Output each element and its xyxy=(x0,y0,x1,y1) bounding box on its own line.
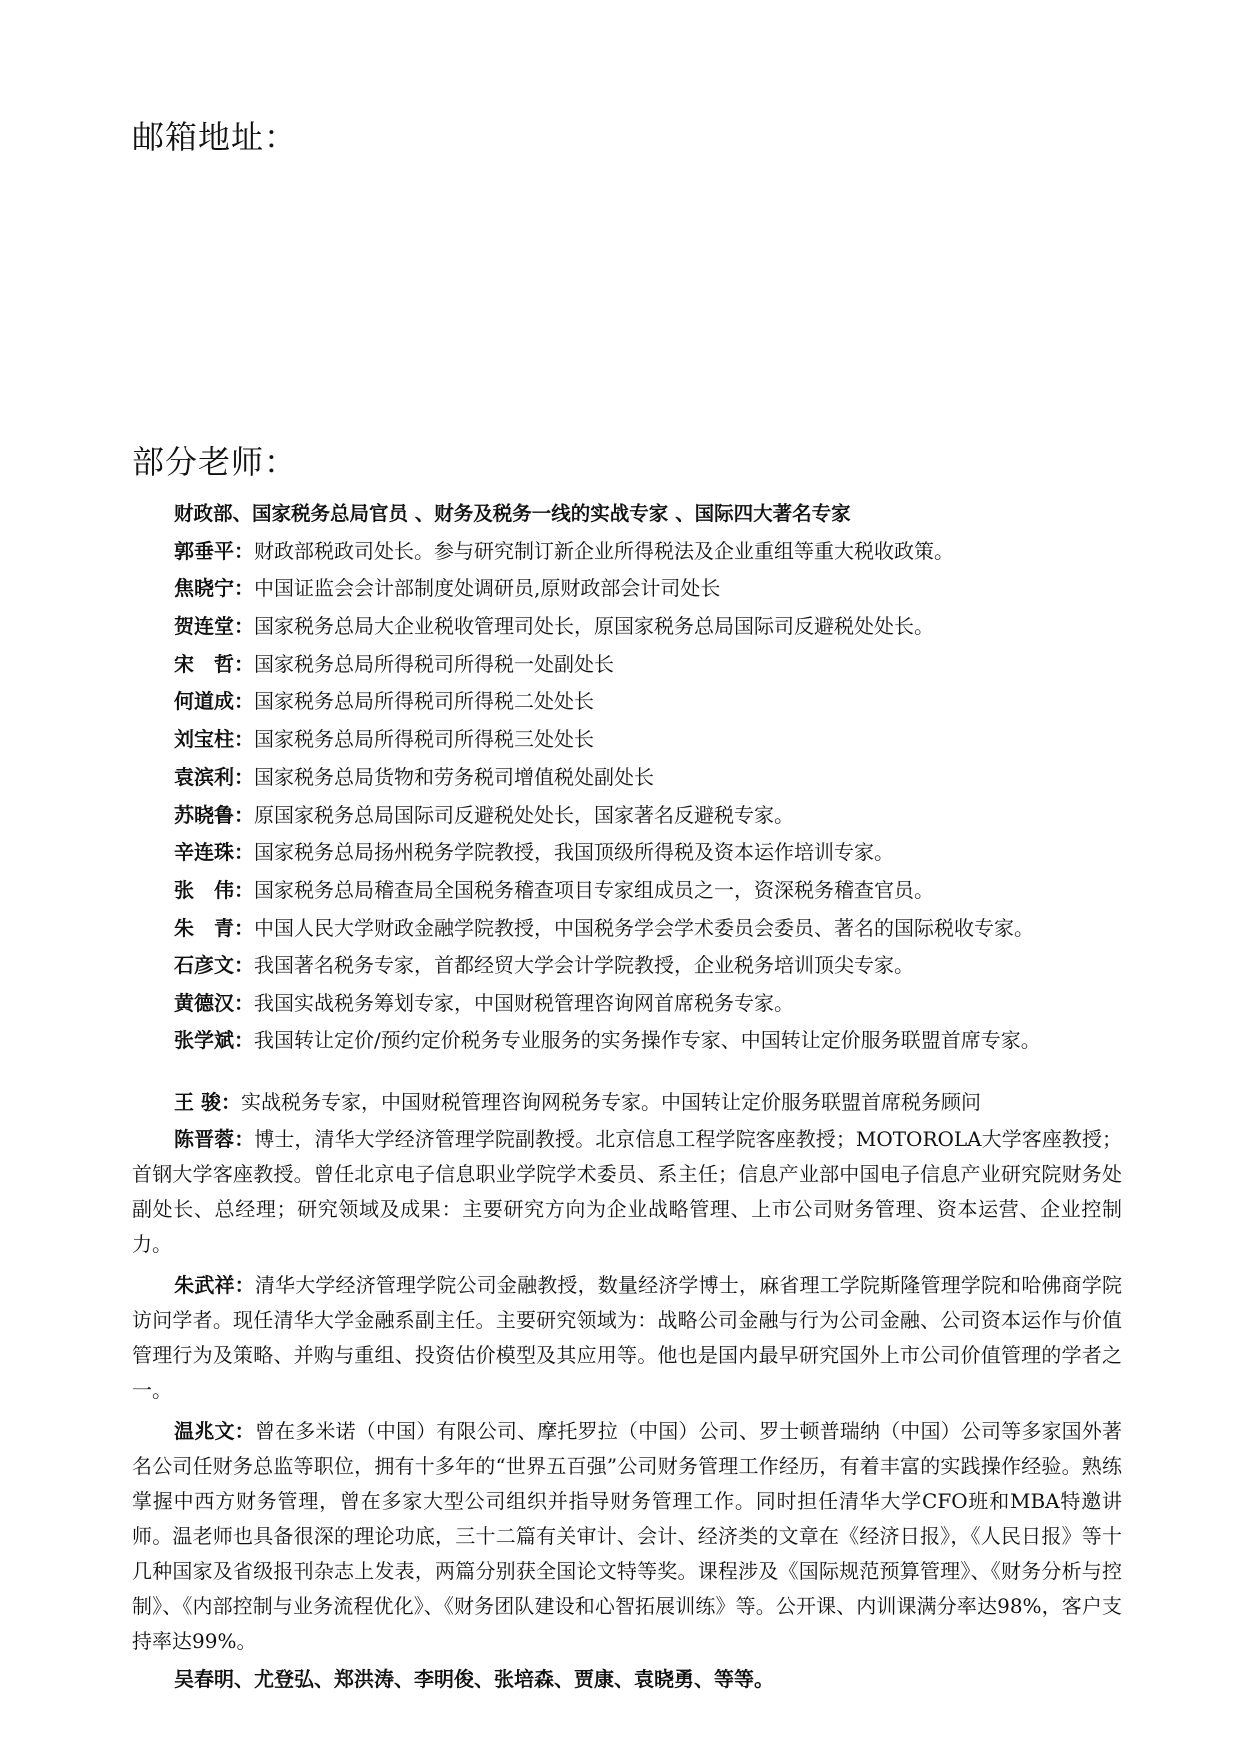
teacher-desc: 曾在多米诺（中国）有限公司、摩托罗拉（中国）公司、罗士顿普瑞纳（中国）公司等多家国外著名公司任财务总监等职位，拥有十多年的“世界五百强”公司财务管理工作经历，有着丰富的实践操作经验。熟练掌握中西方财务管理，曾在多家大型公司组织并指导财务管理工作。同时担任清华大学CFO班和MBA特邀讲师。温老师也具备很深的理论功底，三十二篇有关审计、会计、经济类的文章在《经济日报》，《人民日报》等十几种国家及省级报刊杂志上发表，两篇分别获全国论文特等奖。课程涉及《国际规范预算管理》、《财务分析与控制》、《内部控制与业务流程优化》、《财务团队建设和心智拓展训练》等。公开课、内训课满分率达98%，客户支持率达99%。 xyxy=(132,1419,1123,1653)
teacher-desc: 财政部税政司处长。参与研究制订新企业所得税法及企业重组等重大税收政策。 xyxy=(254,538,954,563)
teacher-name: 王 骏： xyxy=(174,1090,241,1114)
teacher-row xyxy=(174,910,1134,948)
teacher-desc: 我国著名税务专家，首都经贸大学会计学院教授，企业税务培训顶尖专家。 xyxy=(254,953,914,978)
other-teachers-text: 吴春明、尤登弘、郑洪涛、李明俊、张培森、贾康、袁晓勇、等等。 xyxy=(174,1667,774,1691)
teacher-desc: 国家税务总局扬州税务学院教授，我国顶级所得税及资本运作培训专家。 xyxy=(254,840,894,865)
teacher-row xyxy=(174,608,1134,646)
email-heading: 邮箱地址： xyxy=(132,118,298,156)
teacher-row xyxy=(174,683,1134,721)
teacher-desc: 我国转让定价/预约定价税务专业服务的实务操作专家、中国转让定价服务联盟首席专家。 xyxy=(254,1027,1041,1052)
teachers-heading: 部分老师： xyxy=(132,443,298,481)
teacher-name: 石彦文： xyxy=(174,953,254,978)
teacher-row xyxy=(174,834,1134,872)
teacher-desc: 国家税务总局大企业税收管理司处长，原国家税务总局国际司反避税处处长。 xyxy=(254,614,934,639)
teacher-name: 刘宝柱： xyxy=(174,727,254,752)
teacher-paragraph-wen xyxy=(132,1414,1122,1659)
teacher-name: 朱武祥： xyxy=(174,1273,255,1297)
teacher-desc: 实战税务专家，中国财税管理咨询网税务专家。中国转让定价服务联盟首席税务顾问 xyxy=(240,1090,981,1114)
teacher-desc: 我国实战税务筹划专家，中国财税管理咨询网首席税务专家。 xyxy=(254,990,794,1015)
teacher-name: 焦晓宁： xyxy=(174,576,254,601)
teacher-name: 郭垂平： xyxy=(174,538,254,563)
teacher-desc: 中国人民大学财政金融学院教授，中国税务学会学术委员会委员、著名的国际税收专家。 xyxy=(254,915,1034,940)
teacher-row xyxy=(174,1023,1134,1057)
teacher-row xyxy=(174,947,1134,985)
teacher-list xyxy=(174,495,1134,1057)
teacher-name: 陈晋蓉： xyxy=(174,1127,255,1151)
teacher-desc: 博士，清华大学经济管理学院副教授。北京信息工程学院客座教授；MOTOROLA大学客座教授；首钢大学客座教授。曾任北京电子信息职业学院学术委员、系主任；信息产业部中国电子信息产业研究院财务处副处长、总经理；研究领域及成果：主要研究方向为企业战略管理、上市公司财务管理、资本运营、企业控制力。 xyxy=(132,1127,1123,1256)
teacher-desc: 国家税务总局所得税司所得税二处处长 xyxy=(254,689,594,714)
teacher-desc: 国家税务总局稽查局全国税务稽查项目专家组成员之一，资深税务稽查官员。 xyxy=(254,877,934,902)
teacher-name: 宋 哲： xyxy=(174,651,254,676)
teacher-desc: 原国家税务总局国际司反避税处处长，国家著名反避税专家。 xyxy=(254,802,794,827)
teacher-paragraph-wang xyxy=(132,1085,1122,1120)
teacher-row xyxy=(174,646,1134,684)
teacher-paragraph-chen xyxy=(132,1122,1122,1262)
teacher-row xyxy=(174,570,1134,608)
teacher-name: 张学斌： xyxy=(174,1027,254,1052)
teacher-row xyxy=(174,797,1134,835)
teacher-row xyxy=(174,533,1134,571)
teacher-name: 张 伟： xyxy=(174,877,254,902)
teacher-name: 苏晓鲁： xyxy=(174,802,254,827)
teacher-desc: 国家税务总局所得税司所得税三处处长 xyxy=(254,727,594,752)
teacher-name: 朱 青： xyxy=(174,915,254,940)
teacher-desc: 清华大学经济管理学院公司金融教授，数量经济学博士，麻省理工学院斯隆管理学院和哈佛商学院访问学者。现任清华大学金融系副主任。主要研究领域为：战略公司金融与行为公司金融、公司资本运作与价值管理行为及策略、并购与重组、投资估价模型及其应用等。他也是国内最早研究国外上市公司价值管理的学者之一。 xyxy=(132,1273,1123,1402)
teacher-paragraph-zhu xyxy=(132,1268,1122,1408)
teacher-name: 何道成： xyxy=(174,689,254,714)
teacher-desc: 国家税务总局货物和劳务税司增值税处副处长 xyxy=(254,764,654,789)
other-teachers xyxy=(132,1662,1122,1697)
teacher-row xyxy=(174,721,1134,759)
teacher-desc: 国家税务总局所得税司所得税一处副处长 xyxy=(254,651,614,676)
teachers-intro: 财政部、国家税务总局官员 、财务及税务一线的实战专家 、国际四大著名专家 xyxy=(174,502,851,525)
teacher-desc: 中国证监会会计部制度处调研员,原财政部会计司处长 xyxy=(254,576,721,601)
teacher-name: 辛连珠： xyxy=(174,840,254,865)
teacher-name: 贺连堂： xyxy=(174,614,254,639)
teacher-name: 黄德汉： xyxy=(174,990,254,1015)
teacher-row xyxy=(174,872,1134,910)
teacher-row xyxy=(174,985,1134,1023)
teacher-name: 袁滨利： xyxy=(174,764,254,789)
teacher-row xyxy=(174,759,1134,797)
teacher-name: 温兆文： xyxy=(174,1419,255,1443)
